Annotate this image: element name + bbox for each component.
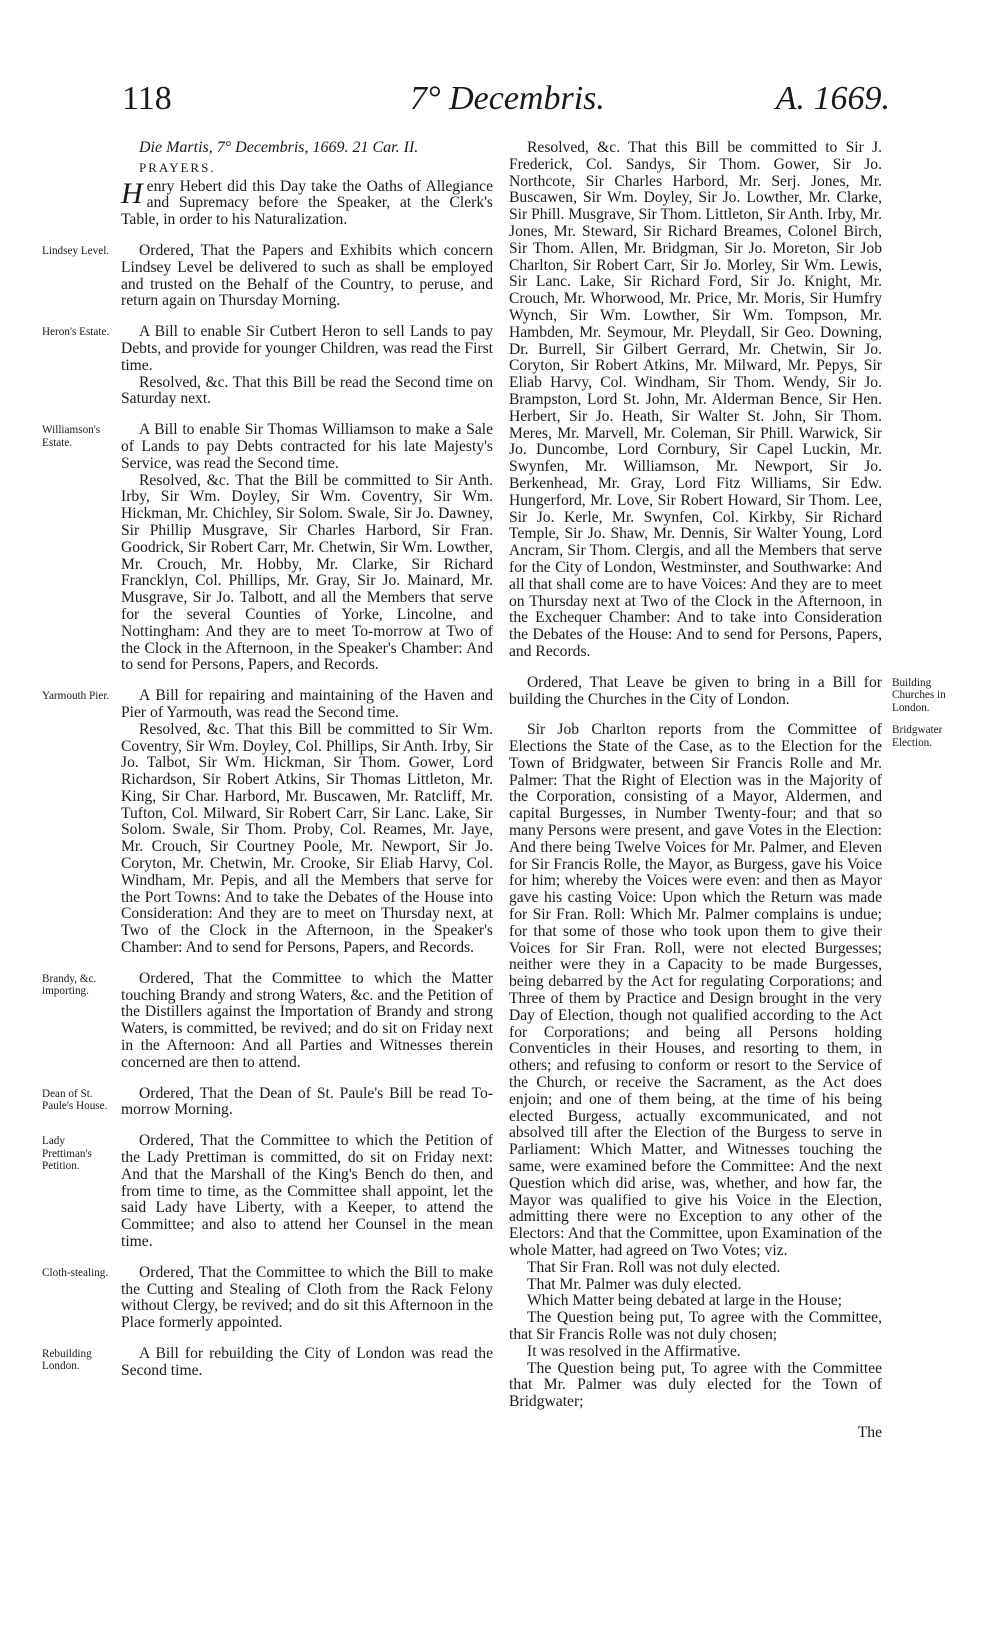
- entry-paragraph: Ordered, That Leave be given to bring in a Bill for building the Churches in the City of London.: [509, 673, 882, 708]
- margin-note: Building Churches in London.: [892, 676, 946, 714]
- entry: [42, 421, 493, 674]
- margin-note: Yarmouth Pier.: [42, 690, 110, 703]
- entry: [509, 673, 946, 714]
- entry: [42, 1132, 493, 1251]
- entry-paragraph: Ordered, That the Committee to which the Bill to make the Cutting and Stealing of Cloth from the Rack Felony without Clergy, be revived; and do sit this Afternoon in the Place formerly appointed.: [121, 1263, 493, 1332]
- entry-paragraph: It was resolved in the Affirmative.: [527, 1342, 741, 1360]
- margin-note: Lady Prettiman's Petition.: [42, 1135, 92, 1173]
- entry-paragraph: Resolved, &c. That the Bill be committed to Sir Anth. Irby, Sir Wm. Doyley, Sir Wm. Coventry, Sir Wm. Hickman, Mr. Chichley, Sir Solom. Swale, Sir Jo. Dawney, Sir Phillip Musgrave, Sir Charles Harbord, Sir Fran. Goodrick, Sir Robert Carr, Mr. Chetwin, Sir Wm. Lowther, Mr. Crouch, Mr. Hobby, Mr. Clarke, Sir Richard Francklyn, Col. Phillips, Mr. Gray, Sir Jo. Mainard, Mr. Musgrave, Sir Jo. Talbott, and all the Members that serve for the several Counties of Yorke, Lincolne, and Nottingham: And they are to meet To-morrow at Two of the Clock in the Afternoon, in the Speaker's Chamber: And to send for Persons, Papers, and Records.: [121, 471, 493, 674]
- entry-paragraph: Ordered, That the Dean of St. Paule's Bill be read To-morrow Morning.: [121, 1084, 493, 1119]
- entry: [42, 969, 493, 1072]
- entry-paragraph: Sir Job Charlton reports from the Committee of Elections the State of the Case, as to the Election for the Town of Bridgwater, between Sir Francis Rolle and Mr. Palmer: That the Right of Election was in the Majority of the Corporation, consisting of a Mayor, Aldermen, and capital Burgesses, in Number Twenty-four; and that so many Persons were present, and gave Votes in the Election: And there being Twelve Voices for Mr. Palmer, and Eleven for Sir Francis Rolle, the Mayor, as Burgess, gave his Voice for him; whereby the Voices were even: and then as Mayor gave his casting Voice: Upon which the Return was made for Sir Fran. Roll: Which Mr. Palmer complains is undue; for that some of those who took upon them to give their Voices for Sir Fran. Roll, were not elected Burgesses; neither were they in a Capacity to be made Burgesses, being debarred by the Act for regulating Corporations; and Three of them by Practice and Design brought in the very Day of Election, though not qualified according to the Act for Corporations; and being all Persons holding Conventicles in their Houses, and resorting to them, in others; and refusing to conform or resort to the Service of the Church, or receive the Sacrament, as the Act does enjoin; and one of them being, at the time of his being elected Burgess, actually excommunicated, and not absolved till after the Election of the Burgess to serve in Parliament: Which Matter, and Witnesses touching the same, were examined before the Committee: And the next Question which did arise, was, whether, and how far, the Mayor was qualified to give his Voice in the Election, admitting there were no Exception to any other of the Electors: And that the Committee, upon Examination of the whole Matter, had agreed on Two Votes; viz.: [509, 721, 882, 1259]
- page-header: [122, 80, 890, 130]
- prayers-heading: PRAYERS.: [139, 159, 216, 175]
- intro-text: enry Hebert did this Day take the Oaths of Allegiance and Supremacy before the Speaker, at the Clerk's Table, in order to his Naturalization.: [121, 177, 493, 229]
- catchword: The: [857, 1423, 882, 1441]
- running-title-date: 7° Decembris.: [410, 80, 605, 117]
- entry-paragraph: Ordered, That the Committee to which the Matter touching Brandy and strong Waters, &c. and the Petition of the Distillers against the Importation of Brandy and strong Waters, is committed, be revived; and do sit on Friday next in the Afternoon: And all Parties and Witnesses therein concerned are then to attend.: [121, 969, 493, 1071]
- entry-paragraph: That Mr. Palmer was duly elected.: [527, 1275, 742, 1293]
- entry: [42, 1084, 493, 1120]
- margin-note: Brandy, &c. importing.: [42, 972, 97, 998]
- running-title-year: A. 1669.: [775, 80, 890, 117]
- entry-paragraph: The Question being put, To agree with the Committee that Mr. Palmer was duly elected for the Town of Bridgwater;: [509, 1359, 882, 1411]
- entry-paragraph: Resolved, &c. That this Bill be committed to Sir J. Frederick, Col. Sandys, Sir Thom. Gower, Sir Jo. Northcote, Sir Charles Harbord, Mr. Serj. Jones, Mr. Buscawen, Sir Wm. Doyley, Sir Jo. Lowther, Mr. Clarke, Sir Phill. Musgrave, Sir Thom. Littleton, Sir Anth. Irby, Mr. Jones, Mr. Steward, Sir Richard Breames, Colonel Birch, Sir Thom. Allen, Mr. Bridgman, Sir Jo. Moreton, Sir Job Charlton, Sir Robert Carr, Sir Jo. Morley, Sir Wm. Lewis, Sir Lanc. Lake, Sir Richard Ford, Sir Jo. Knight, Mr. Crouch, Mr. Whorwood, Mr. Price, Mr. Moris, Sir Humfry Wynch, Sir Wm. Lowther, Sir Wm. Tompson, Mr. Hambden, Mr. Seymour, Mr. Pleydall, Sir Geo. Downing, Dr. Burrell, Sir Gilbert Gerrard, Mr. Chetwin, Sir Jo. Coryton, Sir Robert Atkins, Mr. Milward, Mr. Pepys, Sir Eliab Harvy, Col. Windham, Sir Thom. Wendy, Sir Jo. Brampston, Lord St. John, Mr. Alderman Bence, Sir Hen. Herbert, Sir Jo. Heath, Sir Walter St. John, Sir Thom. Meres, Mr. Marvell, Mr. Coleman, Sir Phill. Warwick, Sir Jo. Duncombe, Lord Cornbury, Sir Capel Luckin, Mr. Swynfen, Mr. Williamson, Mr. Newport, Sir Jo. Berkenhead, Mr. Gray, Lord Fitz Williams, Sir Edw. Hungerford, Mr. Love, Sir Robert Howard, Sir Thom. Lee, Sir Jo. Kerle, Mr. Swynfen, Col. Kirkby, Sir Richard Temple, Sir Jo. Shaw, Mr. Dennis, Sir Walter Young, Lord Ancram, Sir Thom. Clergis, and all the Members that serve for the City of London, Westminster, and Southwarke: And all that shall come are to have Voices: And they are to meet on Thursday next at Two of the Clock in the Afternoon, in the Exchequer Chamber: And to take into Consideration the Debates of the House: And to send for Persons, Papers, and Records.: [509, 139, 882, 660]
- entry-paragraph: A Bill to enable Sir Cutbert Heron to sell Lands to pay Debts, and provide for younger Children, was read the First time.: [121, 323, 493, 374]
- entry-paragraph: A Bill to enable Sir Thomas Williamson to make a Sale of Lands to pay Debts contracted for his late Majesty's Service, was read the Second time.: [121, 421, 493, 472]
- right-entries: [509, 139, 946, 1411]
- left-column: [42, 139, 493, 1394]
- entry-paragraph: A Bill for repairing and maintaining of the Haven and Pier of Yarmouth, was read the Second time.: [121, 687, 493, 721]
- entry: [509, 140, 882, 661]
- margin-note: Cloth-stealing.: [42, 1266, 109, 1279]
- entry-paragraph: Ordered, That the Committee to which the Petition of the Lady Prettiman is committed, do sit on Friday next: And that the Marshall of the King's Bench do then, and from time to time, as the Committee shall appoint, let the said Lady have Liberty, with a Keeper, to attend the Committee; and also to attend her Counsel in the mean time.: [121, 1132, 493, 1251]
- page-number: 118: [122, 80, 172, 117]
- naturalization-entry: [121, 176, 493, 229]
- entry: [42, 687, 493, 957]
- entry: [42, 323, 493, 408]
- entry-paragraph: Resolved, &c. That this Bill be committed to Sir Wm. Coventry, Sir Wm. Doyley, Col. Phillips, Sir Anth. Irby, Sir Jo. Talbot, Sir Wm. Hickman, Sir Thom. Gower, Lord Richardson, Sir Robert Atkins, Sir Thomas Littleton, Mr. King, Sir Char. Harbord, Mr. Buscawen, Mr. Ratcliff, Mr. Tufton, Col. Milward, Sir Robert Carr, Sir Lanc. Lake, Sir Solom. Swale, Sir Thom. Proby, Col. Reames, Mr. Jaye, Mr. Crouch, Sir Courtney Poole, Mr. Newport, Sir Jo. Coryton, Mr. Chetwin, Mr. Crooke, Sir Eliab Harvy, Col. Windham, Mr. Pepis, and all the Members that serve for the Port Towns: And to take the Debates of the House into Consideration: And they are to meet on Thursday next, at Two of the Clock in the Afternoon, in the Speaker's Chamber: And to send for Persons, Papers, and Records.: [121, 720, 493, 957]
- margin-note: Lindsey Level.: [42, 244, 110, 257]
- margin-note: Dean of St. Paule's House.: [42, 1087, 108, 1113]
- entry: [509, 721, 943, 1411]
- margin-note: Bridgwater Election.: [892, 724, 943, 749]
- margin-note: Rebuilding London.: [42, 1348, 92, 1373]
- entry-paragraph: That Sir Fran. Roll was not duly elected.: [527, 1258, 781, 1276]
- right-column: [509, 139, 946, 1442]
- entry: [42, 241, 493, 310]
- margin-note: Heron's Estate.: [42, 326, 110, 339]
- drop-cap: H: [121, 176, 143, 210]
- margin-note: Williamson's Estate.: [42, 424, 101, 449]
- entry-paragraph: Resolved, &c. That this Bill be read the Second time on Saturday next.: [121, 373, 493, 408]
- entry-paragraph: Which Matter being debated at large in the House;: [527, 1292, 842, 1310]
- entry-paragraph: Ordered, That the Papers and Exhibits which concern Lindsey Level be delivered to such as shall be employed and trusted on the Behalf of the Country, to peruse, and return again on Thursday Morning.: [121, 241, 493, 310]
- left-entries: [42, 241, 493, 1380]
- entry-paragraph: A Bill for rebuilding the City of London was read the Second time.: [121, 1345, 493, 1379]
- entry-paragraph: The Question being put, To agree with the Committee, that Sir Francis Rolle was not duly chosen;: [509, 1309, 882, 1343]
- day-heading: Die Martis, 7° Decembris, 1669. 21 Car. II.: [139, 139, 419, 156]
- entry: [42, 1345, 493, 1380]
- entry: [42, 1263, 493, 1332]
